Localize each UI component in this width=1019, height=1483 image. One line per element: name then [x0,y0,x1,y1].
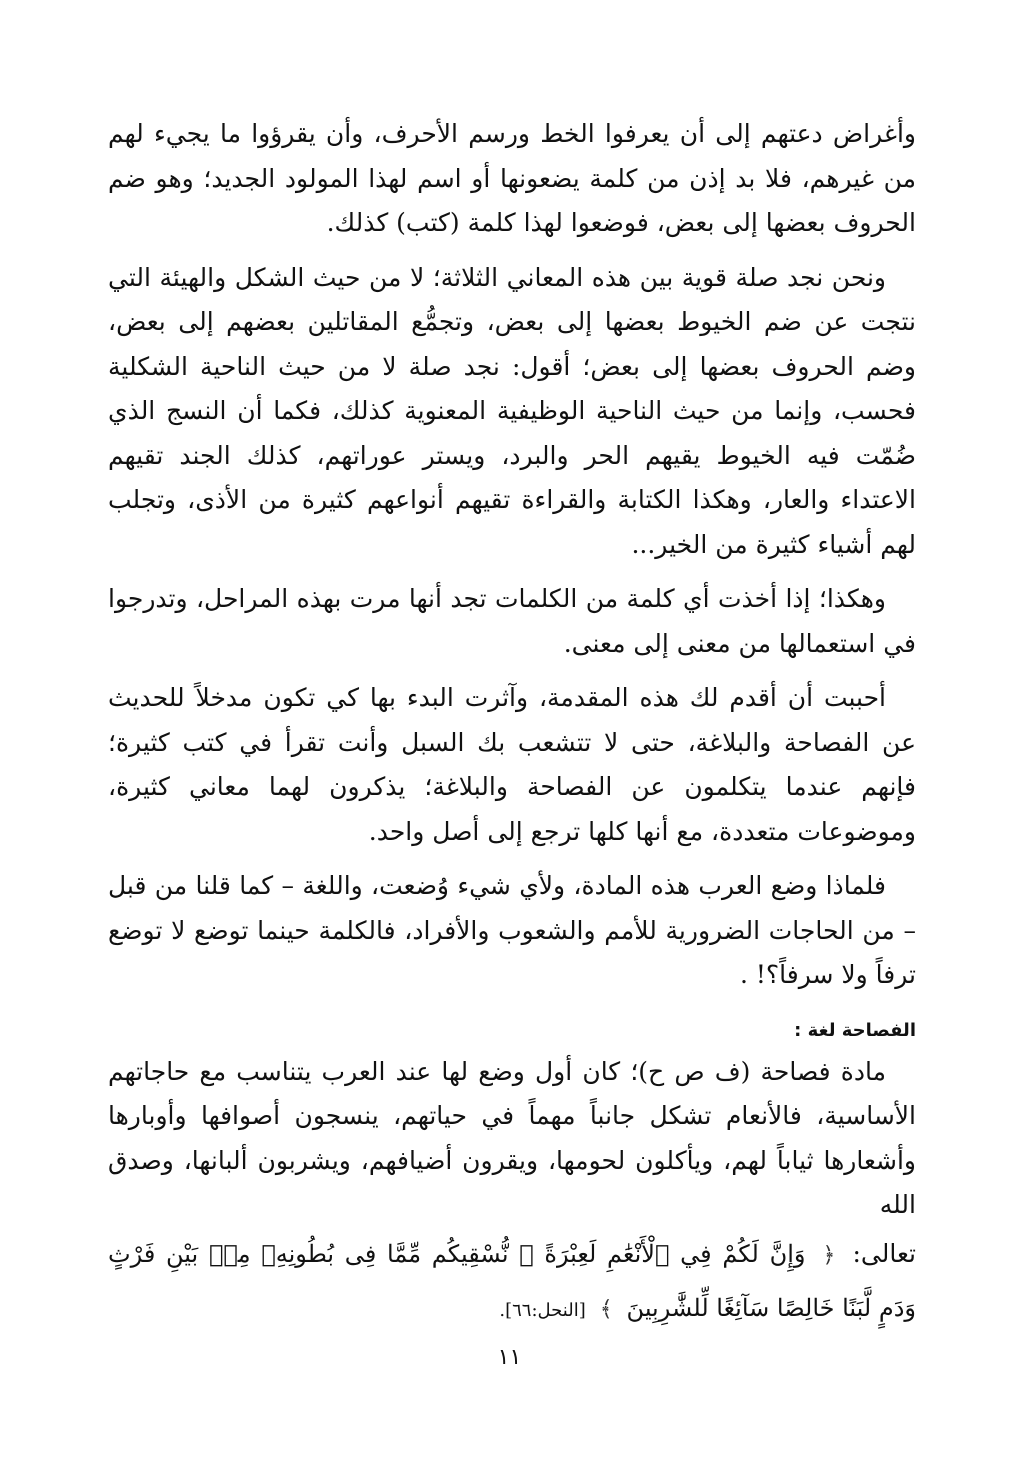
paragraph-word-stages: وهكذا؛ إذا أخذت أي كلمة من الكلمات تجد أنها مرت بهذه المراحل، وتدرجوا في استعمالها من معنى إلى معنى. [108,584,916,658]
paragraph-three-meanings: ونحن نجد صلة قوية بين هذه المعاني الثلاثة؛ لا من حيث الشكل والهيئة التي نتجت عن ضم الخيوط بعضها إلى بعض، وتجمُّع المقاتلين بعضهم إلى بعض، وضم الحروف بعضها إلى بعض؛ أقول: نجد صلة لا من حيث الناحية الشكلية فحسب، وإنما من حيث الناحية الوظيفية المعنوية كذلك، فكما أن النسج الذي ضُمّت فيه الخيوط يقيهم الحر والبرد، ويستر عوراتهم، كذلك الجند تقيهم الاعتداء والعار، وهكذا الكتابة والقراءة تقيهم أنواعهم كثيرة من الأذى، وتجلب لهم أشياء كثيرة من الخير... [108,262,916,559]
paragraph-introduction-purpose: أحببت أن أقدم لك هذه المقدمة، وآثرت البدء بها كي تكون مدخلاً للحديث عن الفصاحة والبلاغة، حتى لا تتشعب بك السبل وأنت تقرأ في كتب كثيرة؛ فإنهم عندما يتكلمون عن الفصاحة والبلاغة؛ يذكرون لهما معاني كثيرة، وموضوعات متعددة، مع أنها كلها ترجع إلى أصل واحد. [108,683,916,846]
verse-reference: [النحل:٦٦]. [499,1299,586,1321]
ornate-open-bracket-icon: ﴿ [822,1242,836,1268]
quran-verse [108,1228,916,1337]
page-number: ١١ [497,1345,522,1370]
verse-text: وَإِنَّ لَكُمْ فِي ٱلْأَنْعَٰمِ لَعِبْرَةً ۖ نُّسْقِيكُم مِّمَّا فِى بُطُونِهِۦ مِنۢ بَيْنِ فَرْثٍ وَدَمٍ لَّبَنًا خَالِصًا سَآئِغًا لِّلشَّٰرِبِينَ [108,1239,916,1322]
ornate-close-bracket-icon: ﴾ [599,1296,613,1322]
verse-intro: تعالى: [852,1238,917,1268]
paragraph-why-arabs: فلماذا وضع العرب هذه المادة، ولأي شيء وُضعت، واللغة – كما قلنا من قبل – من الحاجات الضرورية للأمم والشعوب والأفراد، فالكلمة حينما توضع لا توضع ترفاً ولا سرفاً؟! . [108,871,916,989]
page-body [108,112,916,1337]
paragraph-writing-origin: وأغراض دعتهم إلى أن يعرفوا الخط ورسم الأحرف، وأن يقرؤوا ما يجيء لهم من غيرهم، فلا بد إذن من كلمة يضعونها أو اسم لهذا المولود الجديد؛ وهو ضم الحروف بعضها إلى بعض، فوضعوا لهذا كلمة (كتب) كذلك. [108,119,916,237]
paragraph-fasaha-root: مادة فصاحة (ف ص ح)؛ كان أول وضع لها عند العرب يتناسب مع حاجاتهم الأساسية، فالأنعام تشكل جانباً مهماً في حياتهم، ينسجون أصوافها وأوبارها وأشعارها ثياباً لهم، ويأكلون لحومها، ويقرون أضيافهم، ويشربون ألبانها، وصدق الله [108,1056,916,1219]
section-heading: الفصاحة لغة : [794,1019,916,1041]
